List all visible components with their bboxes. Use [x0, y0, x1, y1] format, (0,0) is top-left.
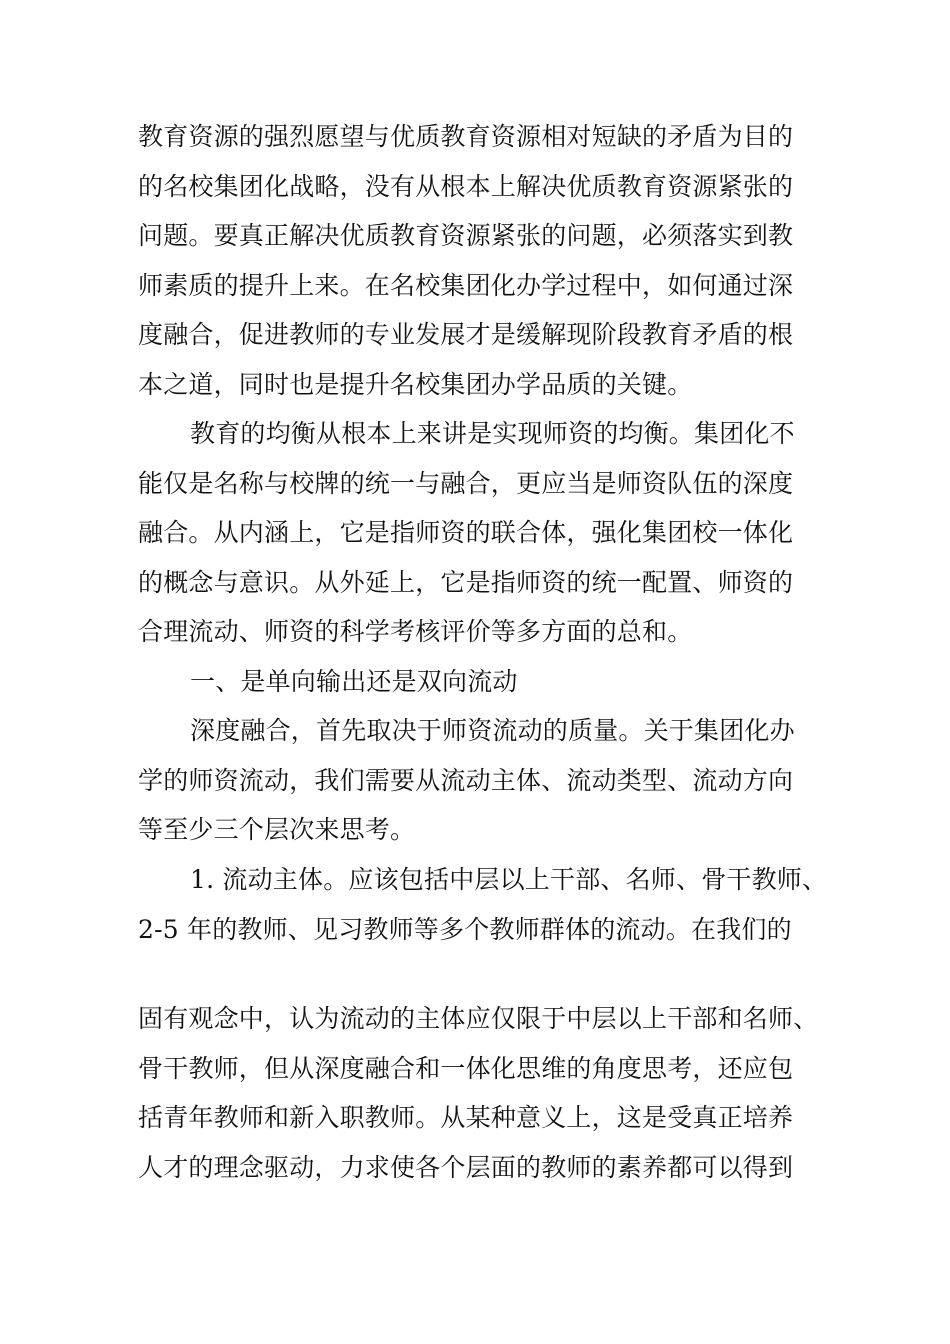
text-line: 2-5 年的教师、见习教师等多个教师群体的流动。在我们的 [138, 914, 792, 944]
paragraph-group-2 [138, 855, 828, 954]
text-line: 骨干教师，但从深度融合和一体化思维的角度思考，还应包 [138, 1053, 794, 1083]
text-line: 融合。从内涵上，它是指师资的联合体，强化集团校一体化 [138, 518, 794, 547]
paragraph-group-1 [138, 112, 828, 855]
text-line: 括青年教师和新入职教师。从某种意义上，这是受真正培养 [138, 1103, 794, 1132]
text-line: 教育资源的强烈愿望与优质教育资源相对短缺的矛盾为目的 [138, 122, 794, 151]
text-line: 本之道，同时也是提升名校集团办学品质的关键。 [138, 369, 693, 399]
text-line: 度融合，促进教师的专业发展才是缓解现阶段教育矛盾的根 [138, 320, 794, 349]
text-line: 深度融合，首先取决于师资流动的质量。关于集团化办 [190, 716, 795, 745]
text-line: 的名校集团化战略，没有从根本上解决优质教育资源紧张的 [138, 171, 794, 201]
text-line: 1. 流动主体。应该包括中层以上干部、名师、骨干教师、 [190, 865, 828, 894]
text-line: 合理流动、师资的科学考核评价等多方面的总和。 [138, 617, 693, 646]
text-line: 的概念与意识。从外延上，它是指师资的统一配置、师资的 [138, 567, 794, 597]
text-line: 教育的均衡从根本上来讲是实现师资的均衡。集团化不 [190, 419, 795, 448]
paragraph-group-3 [138, 994, 828, 1192]
text-line: 固有观念中，认为流动的主体应仅限于中层以上干部和名师、 [138, 1004, 819, 1033]
section-heading: 一、是单向输出还是双向流动 [190, 666, 518, 696]
text-line: 人才的理念驱动，力求使各个层面的教师的素养都可以得到 [138, 1152, 794, 1182]
text-line: 问题。要真正解决优质教育资源紧张的问题，必须落实到教 [138, 221, 794, 250]
text-line: 能仅是名称与校牌的统一与融合，更应当是师资队伍的深度 [138, 468, 794, 498]
text-line: 师素质的提升上来。在名校集团化办学过程中，如何通过深 [138, 270, 794, 300]
text-line: 等至少三个层次来思考。 [138, 815, 416, 844]
text-line: 学的师资流动，我们需要从流动主体、流动类型、流动方向 [138, 765, 794, 795]
